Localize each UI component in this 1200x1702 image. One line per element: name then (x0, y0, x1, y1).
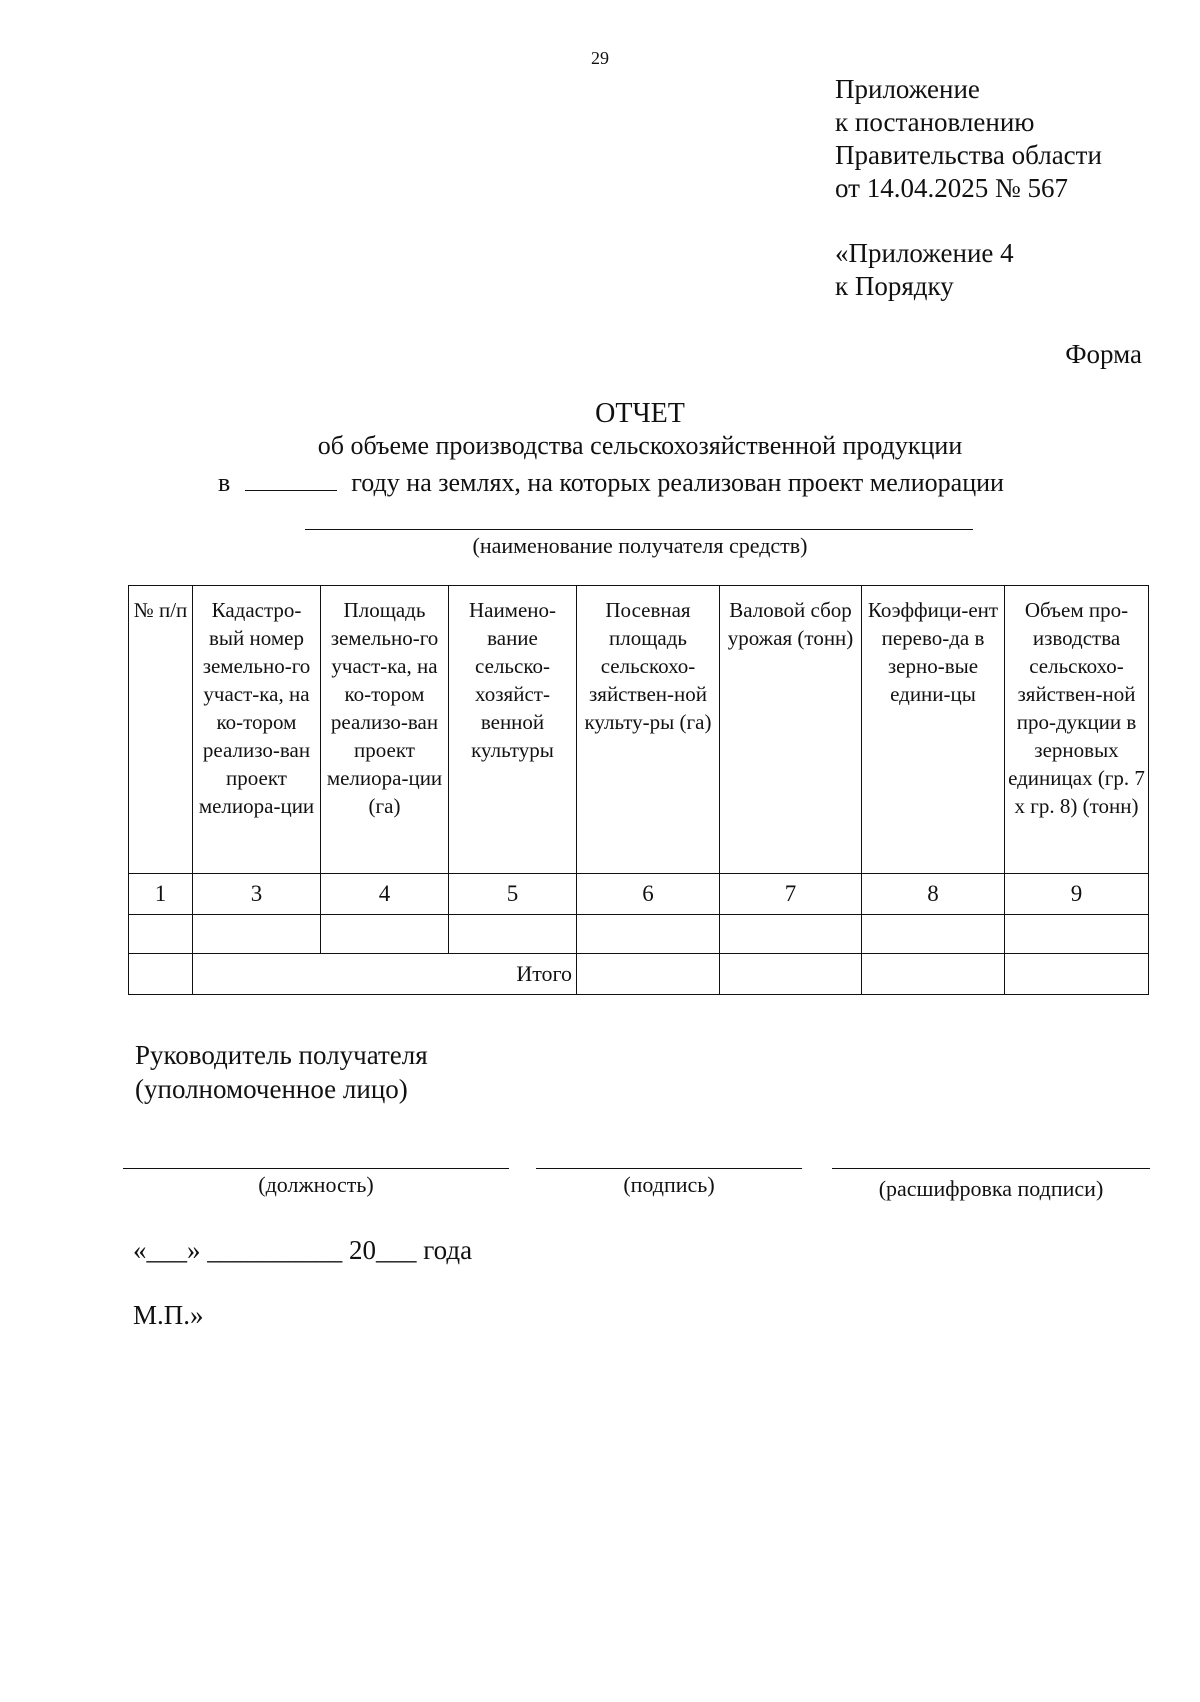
year-suffix: году на землях, на которых реализован проект мелиорации (351, 468, 1004, 497)
signature-decoding-field[interactable] (832, 1168, 1150, 1169)
header-cell-plot-area: Площадь земельно-го участ-ка, на ко-тором реализо-ван проект мелиора-ции (га) (321, 586, 449, 874)
column-number: 3 (193, 874, 321, 915)
appendix-block (835, 73, 1102, 205)
header-cell-sown-area: Посевная площадь сельскохо-зяйствен-ной культу-ры (га) (577, 586, 720, 874)
total-cell[interactable] (1005, 954, 1149, 995)
appendix-ref-line-1: «Приложение 4 (835, 238, 1014, 268)
report-subtitle: об объеме производства сельскохозяйственной продукции (317, 431, 963, 460)
signature-caption: (подпись) (623, 1172, 715, 1197)
column-number-row (129, 874, 1149, 915)
head-subtitle: (уполномоченное лицо) (135, 1074, 408, 1104)
column-number: 9 (1005, 874, 1149, 915)
report-year-line (218, 468, 1004, 498)
date-line: «___» __________ 20___ года (133, 1235, 473, 1265)
recipient-name-field[interactable] (305, 529, 973, 530)
report-table (128, 585, 1149, 995)
table-cell[interactable] (720, 915, 862, 954)
table-cell[interactable] (129, 915, 193, 954)
column-number: 6 (577, 874, 720, 915)
table-cell[interactable] (577, 915, 720, 954)
total-cell[interactable] (862, 954, 1005, 995)
position-caption: (должность) (258, 1172, 374, 1197)
header-cell-conversion-coefficient: Коэффици-ент перево-да в зерно-вые едини-цы (862, 586, 1005, 874)
column-number: 8 (862, 874, 1005, 915)
head-title: Руководитель получателя (135, 1040, 428, 1070)
signature-field[interactable] (536, 1168, 802, 1169)
column-number: 5 (449, 874, 577, 915)
header-cell-crop-name: Наимено-вание сельско-хозяйст-венной культуры (449, 586, 577, 874)
appendix-ref-line-2: к Порядку (835, 271, 954, 301)
column-number: 4 (321, 874, 449, 915)
appendix-line-3: Правительства области (835, 140, 1102, 170)
table-cell[interactable] (1005, 915, 1149, 954)
report-title: ОТЧЕТ (595, 398, 685, 429)
header-cell-production-volume: Объем про-изводства сельскохо-зяйствен-ной про-дукции в зерновых единицах (гр. 7 х гр. 8) (тонн) (1005, 586, 1149, 874)
form-label: Форма (1065, 339, 1142, 369)
column-number: 1 (129, 874, 193, 915)
table-cell[interactable] (862, 915, 1005, 954)
table-cell (129, 954, 193, 995)
column-number: 7 (720, 874, 862, 915)
stamp-label: М.П.» (133, 1300, 204, 1330)
appendix-line-4: от 14.04.2025 № 567 (835, 173, 1068, 203)
position-field[interactable] (123, 1168, 509, 1169)
appendix-line-1: Приложение (835, 74, 980, 104)
decoding-caption: (расшифровка подписи) (878, 1176, 1104, 1201)
header-cell-gross-harvest: Валовой сбор урожая (тонн) (720, 586, 862, 874)
total-cell[interactable] (720, 954, 862, 995)
total-row (129, 954, 1149, 995)
appendix-ref-block (835, 237, 1014, 303)
total-cell[interactable] (577, 954, 720, 995)
header-row (129, 586, 1149, 874)
table-cell[interactable] (321, 915, 449, 954)
head-of-recipient-block (135, 1038, 428, 1106)
recipient-caption: (наименование получателя средств) (472, 533, 808, 558)
header-cell-number: № п/п (129, 586, 193, 874)
year-prefix: в (218, 468, 231, 497)
header-cell-cadastral-number: Кадастро-вый номер земельно-го участ-ка, на ко-тором реализо-ван проект мелиора-ции (193, 586, 321, 874)
total-label: Итого (193, 954, 577, 995)
year-blank-field[interactable] (245, 490, 337, 491)
table-cell[interactable] (193, 915, 321, 954)
table-row (129, 915, 1149, 954)
appendix-line-2: к постановлению (835, 107, 1035, 137)
table-cell[interactable] (449, 915, 577, 954)
page-number: 29 (591, 48, 609, 68)
